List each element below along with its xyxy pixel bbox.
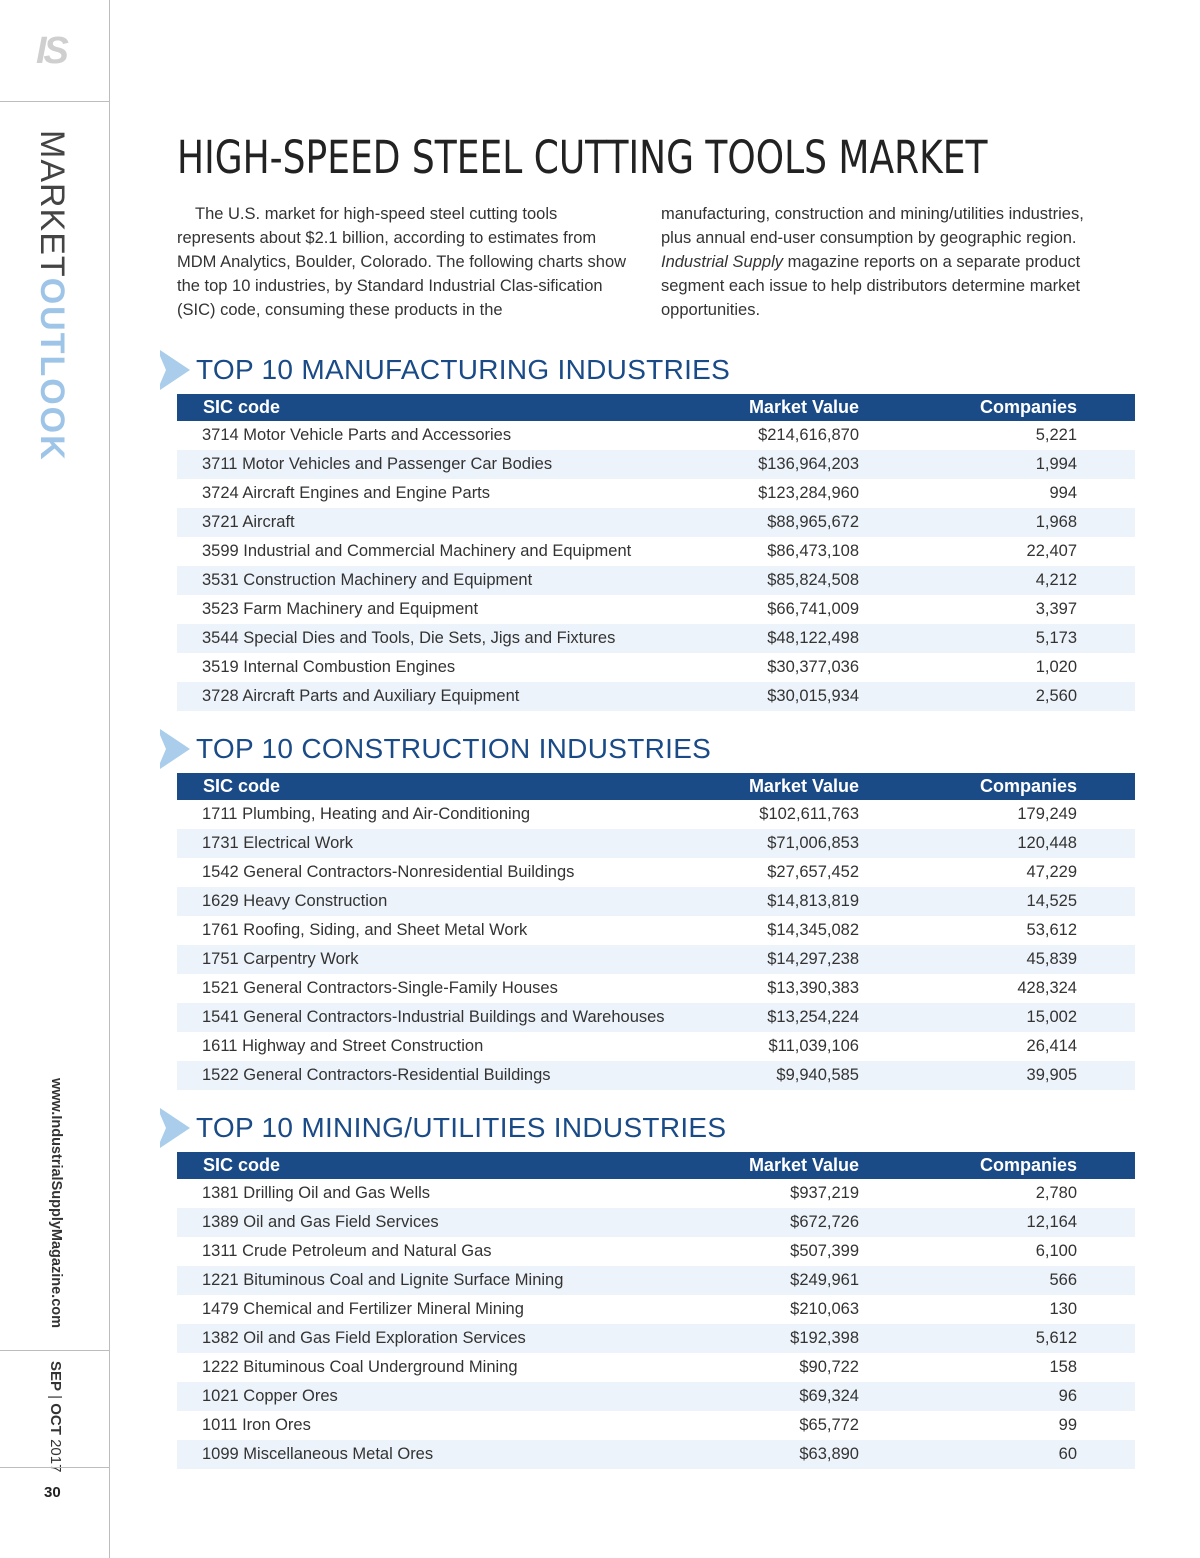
- cell-spacer: [1077, 1208, 1135, 1237]
- table-row: [177, 682, 1135, 711]
- table-row: [177, 974, 1135, 1003]
- section-title: TOP 10 MANUFACTURING INDUSTRIES: [196, 354, 731, 385]
- sic-cell: 3531 Construction Machinery and Equipment: [177, 566, 703, 595]
- companies-cell: 3,397: [1035, 600, 1077, 618]
- companies-cell: 5,221: [1035, 426, 1077, 444]
- table-row: [177, 450, 1135, 479]
- cell-spacer: [1077, 508, 1135, 537]
- cell-spacer: [1077, 653, 1135, 682]
- intro-column-2: [661, 202, 1115, 322]
- intro-text-2b: magazine reports on a separate product segment each issue to help distributors determine market opportunities.: [661, 253, 1081, 319]
- section-label-bold: OUTLOOK: [33, 277, 71, 462]
- cell-spacer: [1077, 1411, 1135, 1440]
- cell-spacer: [859, 595, 919, 624]
- cell-spacer: [1077, 829, 1135, 858]
- issue-month-a: SEP: [47, 1361, 64, 1392]
- cell-spacer: [859, 1179, 919, 1208]
- sic-cell: 1021 Copper Ores: [177, 1382, 703, 1411]
- companies-cell: 5,173: [919, 624, 1077, 653]
- cell-spacer: [859, 829, 919, 858]
- cell-spacer: [1077, 1440, 1135, 1469]
- companies-cell: 47,229: [1026, 863, 1077, 881]
- cell-spacer: [859, 916, 919, 945]
- table-row: [177, 1237, 1135, 1266]
- sic-cell: 1761 Roofing, Siding, and Sheet Metal Work: [202, 921, 528, 939]
- cell-spacer: [859, 974, 919, 1003]
- companies-cell: 99: [1058, 1416, 1077, 1434]
- cell-spacer: [859, 1266, 919, 1295]
- column-header-value: Market Value: [703, 1152, 859, 1179]
- companies-cell: 22,407: [1026, 542, 1077, 560]
- sic-cell: 3599 Industrial and Commercial Machinery and Equipment: [202, 542, 632, 560]
- market-value-cell: $65,772: [799, 1416, 859, 1434]
- companies-cell: 5,612: [919, 1324, 1077, 1353]
- market-value-cell: $69,324: [703, 1382, 859, 1411]
- arrow-marker-cutout: [160, 735, 166, 763]
- arrow-marker-cutout: [160, 1114, 166, 1142]
- market-value-cell: $102,611,763: [759, 805, 859, 823]
- column-spacer: [859, 394, 919, 421]
- sic-cell: 1751 Carpentry Work: [177, 945, 703, 974]
- column-spacer: [859, 1152, 919, 1179]
- companies-cell: 6,100: [1035, 1242, 1077, 1260]
- table-row: [177, 595, 1135, 624]
- cell-spacer: [859, 566, 919, 595]
- section-label: [35, 130, 69, 462]
- sic-cell: 1389 Oil and Gas Field Services: [177, 1208, 703, 1237]
- market-value-cell: $13,390,383: [767, 979, 859, 997]
- cell-spacer: [1077, 1382, 1135, 1411]
- cell-spacer: [859, 1003, 919, 1032]
- cell-spacer: [859, 1382, 919, 1411]
- table-header-row: [177, 394, 1135, 421]
- industry-table: [177, 394, 1135, 711]
- column-spacer: [859, 773, 919, 800]
- table-row: [177, 508, 1135, 537]
- market-value-cell: $88,965,672: [703, 508, 859, 537]
- table-row: [177, 1003, 1135, 1032]
- companies-cell: 96: [919, 1382, 1077, 1411]
- table-row: [177, 858, 1135, 887]
- intro-column-1: [177, 202, 635, 322]
- table-row: [177, 1208, 1135, 1237]
- section-header: [160, 1108, 1110, 1148]
- sic-cell: 3724 Aircraft Engines and Engine Parts: [202, 484, 491, 502]
- cell-spacer: [859, 1061, 919, 1090]
- magazine-url[interactable]: www.IndustrialSupplyMagazine.com: [48, 1078, 64, 1329]
- cell-spacer: [1077, 595, 1135, 624]
- market-value-cell: $214,616,870: [758, 426, 859, 444]
- table-row: [177, 479, 1135, 508]
- market-value-cell: $14,813,819: [703, 887, 859, 916]
- market-value-cell: $86,473,108: [767, 542, 859, 560]
- market-value-cell: $85,824,508: [703, 566, 859, 595]
- cell-spacer: [1077, 1032, 1135, 1061]
- market-value-cell: $13,254,224: [703, 1003, 859, 1032]
- column-header-value: Market Value: [703, 773, 859, 800]
- table-row: [177, 829, 1135, 858]
- sic-cell: 3714 Motor Vehicle Parts and Accessories: [202, 426, 512, 444]
- column-header-sic: SIC code: [177, 773, 703, 800]
- companies-cell: 60: [919, 1440, 1077, 1469]
- market-value-cell: $192,398: [703, 1324, 859, 1353]
- cell-spacer: [1077, 1353, 1135, 1382]
- industry-table: [177, 1152, 1135, 1469]
- market-value-cell: $9,940,585: [703, 1061, 859, 1090]
- table-row: [177, 887, 1135, 916]
- companies-cell: 2,780: [1035, 1184, 1077, 1202]
- sic-cell: 1522 General Contractors-Residential Buildings: [177, 1061, 703, 1090]
- cell-spacer: [859, 887, 919, 916]
- market-value-cell: $14,297,238: [703, 945, 859, 974]
- cell-spacer: [859, 682, 919, 711]
- cell-spacer: [1077, 1237, 1135, 1266]
- cell-spacer: [859, 624, 919, 653]
- cell-spacer: [1077, 1266, 1135, 1295]
- cell-spacer: [1077, 624, 1135, 653]
- sic-cell: 1311 Crude Petroleum and Natural Gas: [202, 1242, 492, 1260]
- column-header-value: Market Value: [703, 394, 859, 421]
- cell-spacer: [859, 1353, 919, 1382]
- companies-cell: 566: [919, 1266, 1077, 1295]
- table-row: [177, 1353, 1135, 1382]
- cell-spacer: [859, 800, 919, 829]
- cell-spacer: [859, 537, 919, 566]
- issue-month-b: OCT: [47, 1403, 64, 1435]
- cell-spacer: [1077, 566, 1135, 595]
- page-title: HIGH-SPEED STEEL CUTTING TOOLS MARKET: [177, 131, 988, 184]
- intro-magazine-name: Industrial Supply: [661, 253, 783, 271]
- cell-spacer: [1077, 887, 1135, 916]
- section-construction: [160, 729, 1110, 1084]
- companies-cell: 2,560: [919, 682, 1077, 711]
- cell-spacer: [1077, 1061, 1135, 1090]
- cell-spacer: [859, 421, 919, 450]
- market-value-cell: $672,726: [703, 1208, 859, 1237]
- cell-spacer: [1077, 537, 1135, 566]
- sic-cell: 1629 Heavy Construction: [177, 887, 703, 916]
- cell-spacer: [859, 479, 919, 508]
- cell-spacer: [859, 450, 919, 479]
- sic-cell: 3519 Internal Combustion Engines: [202, 658, 456, 676]
- market-value-cell: $27,657,452: [767, 863, 859, 881]
- sic-cell: 1711 Plumbing, Heating and Air-Conditioning: [202, 805, 531, 823]
- cell-spacer: [859, 1411, 919, 1440]
- column-spacer: [1077, 773, 1135, 800]
- issue-year: 2017: [47, 1434, 64, 1473]
- companies-cell: 994: [1049, 484, 1077, 502]
- cell-spacer: [1077, 479, 1135, 508]
- magazine-logo: IS: [36, 30, 66, 72]
- sic-cell: 3728 Aircraft Parts and Auxiliary Equipment: [177, 682, 703, 711]
- table-row: [177, 945, 1135, 974]
- companies-cell: 12,164: [919, 1208, 1077, 1237]
- sic-cell: 1521 General Contractors-Single-Family Houses: [202, 979, 558, 997]
- cell-spacer: [1077, 1179, 1135, 1208]
- cell-spacer: [859, 1324, 919, 1353]
- companies-cell: 1,968: [919, 508, 1077, 537]
- table-row: [177, 653, 1135, 682]
- cell-spacer: [1077, 450, 1135, 479]
- market-value-cell: $249,961: [703, 1266, 859, 1295]
- cell-spacer: [1077, 1003, 1135, 1032]
- rail-divider: [0, 1350, 109, 1351]
- section-header: [160, 350, 1110, 390]
- sic-cell: 3544 Special Dies and Tools, Die Sets, Jigs and Fixtures: [177, 624, 703, 653]
- companies-cell: 14,525: [919, 887, 1077, 916]
- sic-cell: 1611 Highway and Street Construction: [202, 1037, 484, 1055]
- table-row: [177, 1295, 1135, 1324]
- market-value-cell: $937,219: [790, 1184, 859, 1202]
- cell-spacer: [1077, 1295, 1135, 1324]
- intro-text-2a: manufacturing, construction and mining/utilities industries, plus annual end-user consumption by geographic region.: [661, 205, 1084, 247]
- table-header-row: [177, 1152, 1135, 1179]
- sic-cell: 1731 Electrical Work: [177, 829, 703, 858]
- market-value-cell: $71,006,853: [703, 829, 859, 858]
- section-title: TOP 10 MINING/UTILITIES INDUSTRIES: [196, 1112, 727, 1143]
- column-spacer: [1077, 394, 1135, 421]
- table-row: [177, 1179, 1135, 1208]
- column-header-companies: Companies: [919, 773, 1077, 800]
- industry-table: [177, 773, 1135, 1090]
- table-row: [177, 1382, 1135, 1411]
- table-row: [177, 624, 1135, 653]
- sic-cell: 1221 Bituminous Coal and Lignite Surface Mining: [177, 1266, 703, 1295]
- companies-cell: 53,612: [1026, 921, 1077, 939]
- intro-text-1: The U.S. market for high-speed steel cutting tools represents about $2.1 billion, according to estimates from MDM Analytics, Boulder, Colorado. The following charts show the top 10 industries, by Standard Industrial Clas-sification (SIC) code, consuming these products in the: [177, 205, 627, 319]
- cell-spacer: [859, 1237, 919, 1266]
- companies-cell: 179,249: [1017, 805, 1077, 823]
- companies-cell: 15,002: [919, 1003, 1077, 1032]
- table-row: [177, 1032, 1135, 1061]
- page-number: 30: [44, 1484, 61, 1501]
- cell-spacer: [859, 1032, 919, 1061]
- arrow-marker-cutout: [160, 356, 166, 384]
- column-spacer: [1077, 1152, 1135, 1179]
- cell-spacer: [1077, 1324, 1135, 1353]
- companies-cell: 1,020: [1035, 658, 1077, 676]
- sic-cell: 1541 General Contractors-Industrial Buildings and Warehouses: [177, 1003, 703, 1032]
- companies-cell: 428,324: [1017, 979, 1077, 997]
- table-row: [177, 916, 1135, 945]
- market-value-cell: $507,399: [790, 1242, 859, 1260]
- column-header-companies: Companies: [919, 1152, 1077, 1179]
- companies-cell: 26,414: [1026, 1037, 1077, 1055]
- cell-spacer: [1077, 974, 1135, 1003]
- market-value-cell: $210,063: [790, 1300, 859, 1318]
- companies-cell: 39,905: [919, 1061, 1077, 1090]
- section-header: [160, 729, 1110, 769]
- table-row: [177, 800, 1135, 829]
- cell-spacer: [859, 1295, 919, 1324]
- companies-cell: 45,839: [919, 945, 1077, 974]
- table-row: [177, 1440, 1135, 1469]
- companies-cell: 120,448: [919, 829, 1077, 858]
- market-value-cell: $66,741,009: [767, 600, 859, 618]
- cell-spacer: [1077, 945, 1135, 974]
- table-header-row: [177, 773, 1135, 800]
- cell-spacer: [859, 508, 919, 537]
- market-value-cell: $30,015,934: [703, 682, 859, 711]
- sic-cell: 3711 Motor Vehicles and Passenger Car Bodies: [177, 450, 703, 479]
- table-row: [177, 1061, 1135, 1090]
- companies-cell: 158: [1049, 1358, 1077, 1376]
- cell-spacer: [859, 1208, 919, 1237]
- sic-cell: 1479 Chemical and Fertilizer Mineral Mining: [202, 1300, 524, 1318]
- column-header-sic: SIC code: [177, 1152, 703, 1179]
- market-value-cell: $123,284,960: [758, 484, 859, 502]
- sic-cell: 1099 Miscellaneous Metal Ores: [177, 1440, 703, 1469]
- cell-spacer: [1077, 421, 1135, 450]
- section-label-light: MARKET: [33, 130, 71, 278]
- table-row: [177, 1324, 1135, 1353]
- cell-spacer: [859, 653, 919, 682]
- left-rail: [0, 0, 110, 1558]
- market-value-cell: $11,039,106: [768, 1037, 859, 1055]
- rail-divider: [0, 101, 109, 102]
- section-mining-utilities: [160, 1108, 1110, 1463]
- market-value-cell: $48,122,498: [703, 624, 859, 653]
- companies-cell: 4,212: [919, 566, 1077, 595]
- rail-divider: [0, 1467, 109, 1468]
- issue-date-sep: |: [47, 1391, 64, 1404]
- column-header-sic: SIC code: [177, 394, 703, 421]
- table-row: [177, 537, 1135, 566]
- cell-spacer: [1077, 916, 1135, 945]
- cell-spacer: [1077, 858, 1135, 887]
- cell-spacer: [1077, 682, 1135, 711]
- market-value-cell: $14,345,082: [767, 921, 859, 939]
- table-row: [177, 1266, 1135, 1295]
- sic-cell: 3721 Aircraft: [177, 508, 703, 537]
- cell-spacer: [859, 1440, 919, 1469]
- sic-cell: 1011 Iron Ores: [202, 1416, 311, 1434]
- sic-cell: 3523 Farm Machinery and Equipment: [202, 600, 479, 618]
- cell-spacer: [1077, 800, 1135, 829]
- section-manufacturing: [160, 350, 1110, 705]
- table-row: [177, 421, 1135, 450]
- market-value-cell: $30,377,036: [767, 658, 859, 676]
- section-title: TOP 10 CONSTRUCTION INDUSTRIES: [196, 733, 712, 764]
- market-value-cell: $63,890: [703, 1440, 859, 1469]
- market-value-cell: $90,722: [799, 1358, 859, 1376]
- sic-cell: 1382 Oil and Gas Field Exploration Services: [177, 1324, 703, 1353]
- table-row: [177, 1411, 1135, 1440]
- table-row: [177, 566, 1135, 595]
- market-value-cell: $136,964,203: [703, 450, 859, 479]
- sic-cell: 1542 General Contractors-Nonresidential Buildings: [202, 863, 575, 881]
- sic-cell: 1222 Bituminous Coal Underground Mining: [202, 1358, 518, 1376]
- cell-spacer: [859, 945, 919, 974]
- column-header-companies: Companies: [919, 394, 1077, 421]
- companies-cell: 130: [1049, 1300, 1077, 1318]
- issue-date: [47, 1361, 64, 1472]
- cell-spacer: [859, 858, 919, 887]
- companies-cell: 1,994: [919, 450, 1077, 479]
- sic-cell: 1381 Drilling Oil and Gas Wells: [202, 1184, 431, 1202]
